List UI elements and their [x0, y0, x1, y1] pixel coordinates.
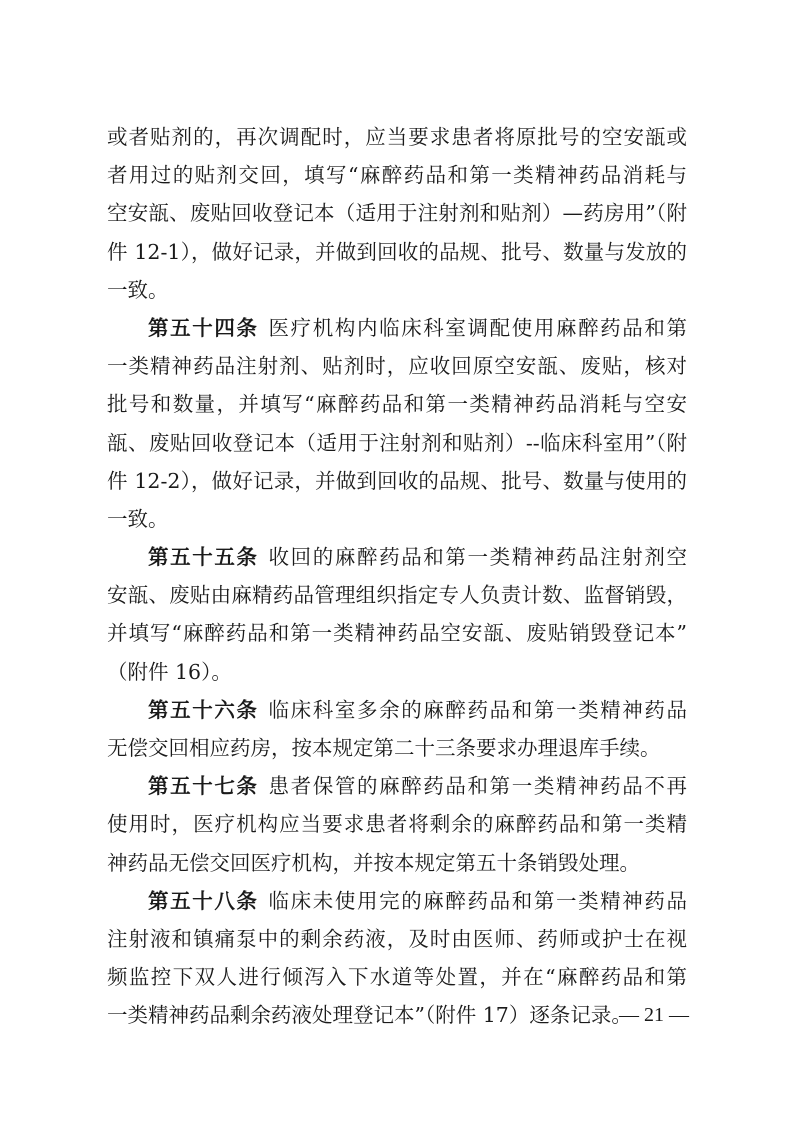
article-heading: 第五十八条: [148, 888, 259, 913]
text-line: [107, 538, 687, 576]
text-line: [107, 309, 687, 347]
text-line: [107, 767, 687, 805]
paragraph-continuation: [107, 118, 687, 309]
text-line: 注射液和镇痛泵中的剩余药液，及时由医师、药师或护士在视: [107, 926, 687, 951]
text-line: 件 12-1），做好记录，并做到回收的品规、批号、数量与发放的: [107, 239, 687, 264]
article-56: [107, 691, 687, 767]
text-line: [107, 691, 687, 729]
text-line: 无偿交回相应药房，按本规定第二十三条要求办理退库手续。: [107, 736, 661, 760]
text-line: 或者贴剂的，再次调配时，应当要求患者将原批号的空安瓿或: [107, 125, 687, 149]
text-line: 件 12-2），做好记录，并做到回收的品规、批号、数量与使用的: [107, 468, 687, 493]
article-text: 收回的麻醉药品和第一类精神药品注射剂空: [268, 545, 687, 570]
text-line: 批号和数量，并填写“麻醉药品和第一类精神药品消耗与空安: [107, 392, 687, 417]
text-line: [107, 882, 687, 920]
page-number: — 21 —: [619, 1004, 689, 1026]
text-line: 频监控下双人进行倾泻入下水道等处置，并在“麻醉药品和第: [107, 965, 687, 990]
text-line: 一致。: [107, 506, 169, 531]
text-line: 一类精神药品剩余药液处理登记本”（附件 17）逐条记录。: [107, 1003, 632, 1028]
document-body: [107, 118, 687, 1035]
article-54: [107, 309, 687, 538]
text-line: 者用过的贴剂交回，填写“麻醉药品和第一类精神药品消耗与: [107, 163, 687, 188]
text-line: 使用时，医疗机构应当要求患者将剩余的麻醉药品和第一类精: [107, 812, 687, 837]
article-heading: 第五十七条: [148, 774, 259, 799]
article-text: 临床未使用完的麻醉药品和第一类精神药品: [268, 888, 687, 913]
article-heading: 第五十五条: [148, 545, 259, 570]
text-line: 一类精神药品注射剂、贴剂时，应收回原空安瓿、废贴，核对: [107, 354, 687, 379]
article-text: 医疗机构内临床科室调配使用麻醉药品和第: [268, 315, 687, 340]
article-text: 患者保管的麻醉药品和第一类精神药品不再: [268, 774, 687, 799]
article-55: [107, 538, 687, 691]
article-58: [107, 882, 687, 1035]
text-line: 一致。: [107, 277, 169, 302]
article-57: [107, 767, 687, 882]
text-line: 并填写“麻醉药品和第一类精神药品空安瓿、废贴销毁登记本”: [107, 621, 687, 646]
text-line: 瓿、废贴回收登记本（适用于注射剂和贴剂）--临床科室用”（附: [107, 430, 687, 455]
text-line: 神药品无偿交回医疗机构，并按本规定第五十条销毁处理。: [107, 850, 640, 875]
text-line: 空安瓿、废贴回收登记本（适用于注射剂和贴剂）—药房用”（附: [107, 201, 687, 226]
article-heading: 第五十四条: [148, 315, 259, 340]
article-text: 临床科室多余的麻醉药品和第一类精神药品: [268, 697, 687, 722]
text-line: 安瓿、废贴由麻精药品管理组织指定专人负责计数、监督销毁，: [107, 583, 687, 608]
text-line: （附件 16）。: [107, 659, 232, 684]
article-heading: 第五十六条: [148, 697, 259, 722]
